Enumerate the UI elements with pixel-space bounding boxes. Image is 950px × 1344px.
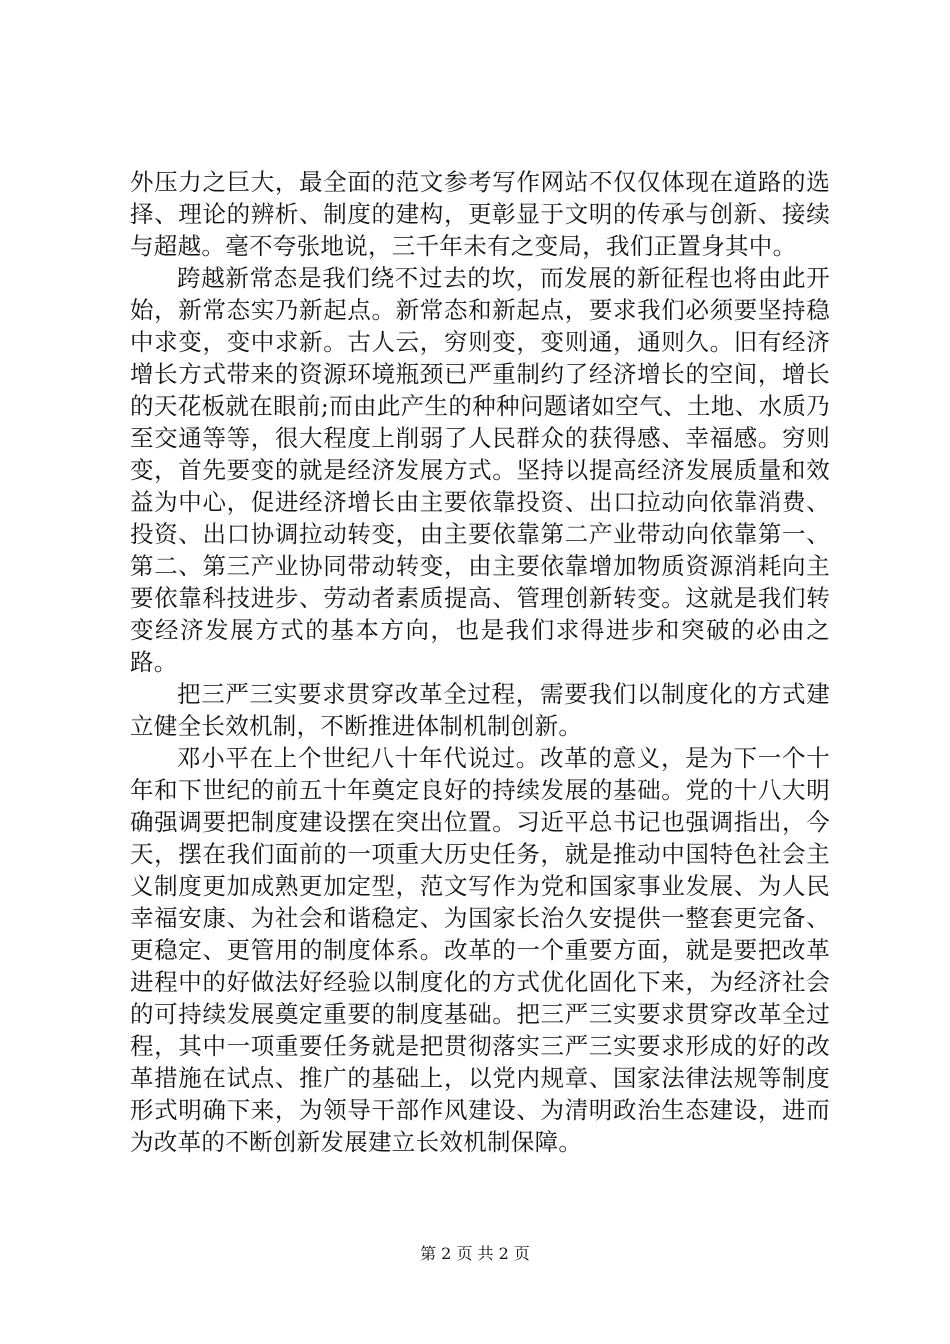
paragraph-1: 外压力之巨大，最全面的范文参考写作网站不仅仅体现在道路的选择、理论的辨析、制度的建构，更彰显于文明的传承与创新、接续与超越。毫不夸张地说，三千年未有之变局，我们正置身其中。 (130, 168, 830, 260)
page-number-label: 第 2 页 共 2 页 (420, 1244, 530, 1263)
paragraph-2: 跨越新常态是我们绕不过去的坎，而发展的新征程也将由此开始，新常态实乃新起点。新常态和新起点，要求我们必须要坚持稳中求变，变中求新。古人云，穷则变，变则通，通则久。旧有经济增长方式带来的资源环境瓶颈已严重制约了经济增长的空间，增长的天花板就在眼前;而由此产生的种种问题诸如空气、土地、水质乃至交通等等，很大程度上削弱了人民群众的获得感、幸福感。穷则变，首先要变的就是经济发展方式。坚持以提高经济发展质量和效益为中心，促进经济增长由主要依靠投资、出口拉动向依靠消费、投资、出口协调拉动转变，由主要依靠第二产业带动向依靠第一、第二、第三产业协同带动转变，由主要依靠增加物质资源消耗向主要依靠科技进步、劳动者素质提高、管理创新转变。这就是我们转变经济发展方式的基本方向，也是我们求得进步和突破的必由之路。 (130, 264, 830, 676)
page-footer (0, 1244, 950, 1264)
paragraph-4: 邓小平在上个世纪八十年代说过。改革的意义，是为下一个十年和下世纪的前五十年奠定良好的持续发展的基础。党的十八大明确强调要把制度建设摆在突出位置。习近平总书记也强调指出，今天，摆在我们面前的一项重大历史任务，就是推动中国特色社会主义制度更加成熟更加定型，范文写作为党和国家事业发展、为人民幸福安康、为社会和谐稳定、为国家长治久安提供一整套更完备、更稳定、更管用的制度体系。改革的一个重要方面，就是要把改革进程中的好做法好经验以制度化的方式优化固化下来，为经济社会的可持续发展奠定重要的制度基础。把三严三实要求贯穿改革全过程，其中一项重要任务就是把贯彻落实三严三实要求形成的好的改革措施在试点、推广的基础上，以党内规章、国家法律法规等制度形式明确下来，为领导干部作风建设、为清明政治生态建设，进而为改革的不断创新发展建立长效机制保障。 (130, 744, 830, 1156)
document-body (130, 166, 830, 1158)
paragraph-3: 把三严三实要求贯穿改革全过程，需要我们以制度化的方式建立健全长效机制，不断推进体制机制创新。 (130, 680, 830, 740)
